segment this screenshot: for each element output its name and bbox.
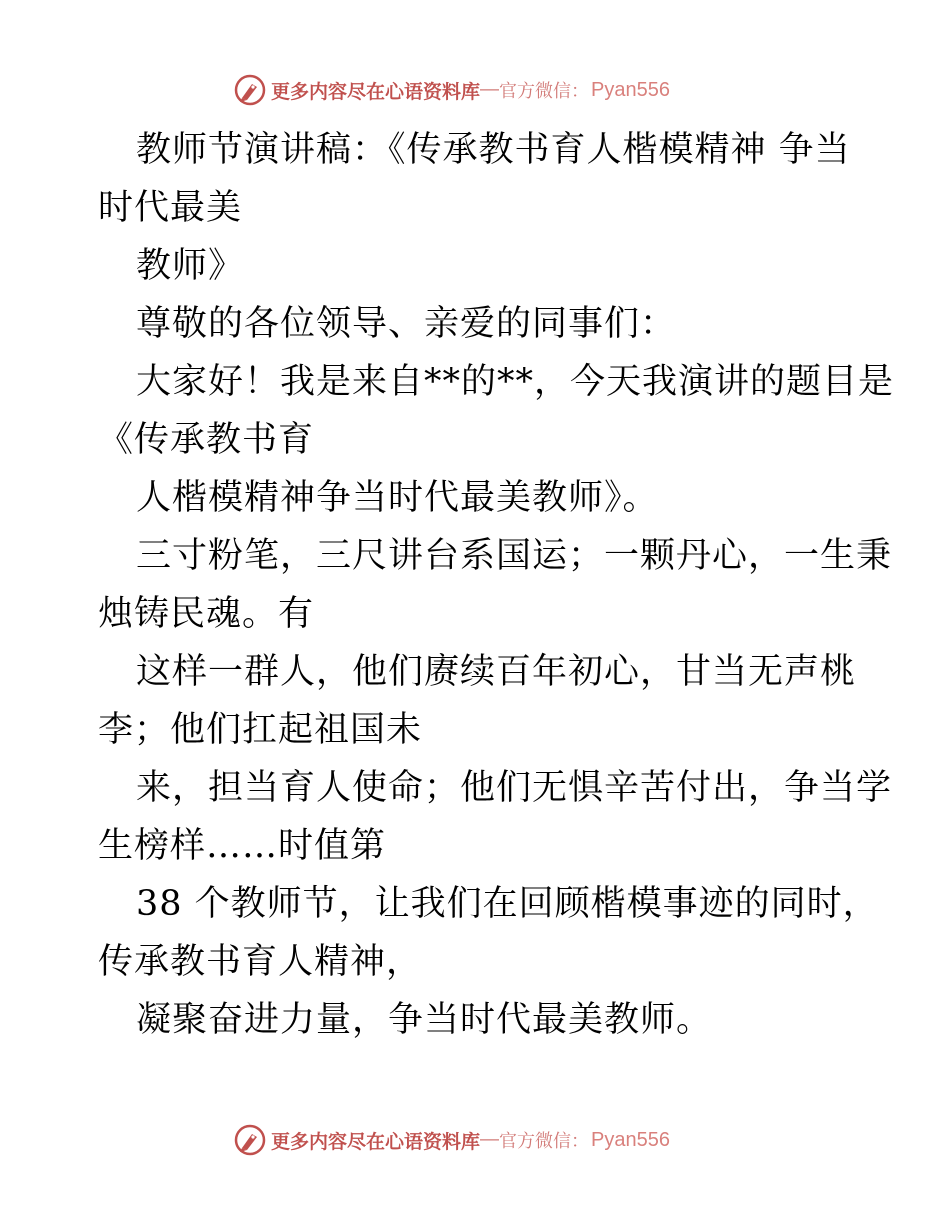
watermark-dash: — (480, 1129, 500, 1150)
pen-nib-logo-icon (233, 1123, 267, 1157)
watermark-dash: — (480, 79, 500, 100)
watermark-wechat-id: Pyan556 (591, 1128, 670, 1151)
watermark-main-text: 更多内容尽在心语资料库 (271, 1130, 481, 1153)
salutation-line: 尊敬的各位领导、亲爱的同事们： (136, 304, 677, 344)
paragraph-line: 传承教书育人精神， (98, 942, 423, 982)
paragraph-line: 生榜样……时值第 (98, 826, 387, 866)
document-body (98, 121, 895, 1049)
paragraph-line: 《传承教书育 (98, 420, 315, 460)
title-line-2: 时代最美 (98, 188, 243, 228)
paragraph-line: 三寸粉笔，三尺讲台系国运；一颗丹心，一生秉 (136, 536, 893, 576)
pen-nib-logo-icon (233, 73, 267, 107)
title-line-3: 教师》 (136, 246, 245, 286)
watermark-label: 官方微信： (499, 81, 590, 102)
watermark-wechat-id: Pyan556 (591, 78, 670, 101)
paragraph-line: 38 个教师节，让我们在回顾楷模事迹的同时， (136, 884, 879, 924)
header-watermark (233, 72, 670, 108)
paragraph-line: 李；他们扛起祖国未 (98, 710, 423, 750)
watermark-main-text: 更多内容尽在心语资料库 (271, 80, 481, 103)
paragraph-line: 大家好！我是来自**的**，今天我演讲的题目是 (136, 362, 895, 402)
paragraph-line: 这样一群人，他们赓续百年初心，甘当无声桃 (136, 652, 857, 692)
footer-watermark (233, 1122, 670, 1158)
paragraph-line: 人楷模精神争当时代最美教师》。 (136, 478, 659, 518)
paragraph-line: 凝聚奋进力量，争当时代最美教师。 (136, 1000, 713, 1040)
paragraph-line: 来，担当育人使命；他们无惧辛苦付出，争当学 (136, 768, 893, 808)
watermark-label: 官方微信： (499, 1131, 590, 1152)
title-line-1: 教师节演讲稿：《传承教书育人楷模精神 争当 (136, 130, 851, 170)
paragraph-line: 烛铸民魂。有 (98, 594, 315, 634)
